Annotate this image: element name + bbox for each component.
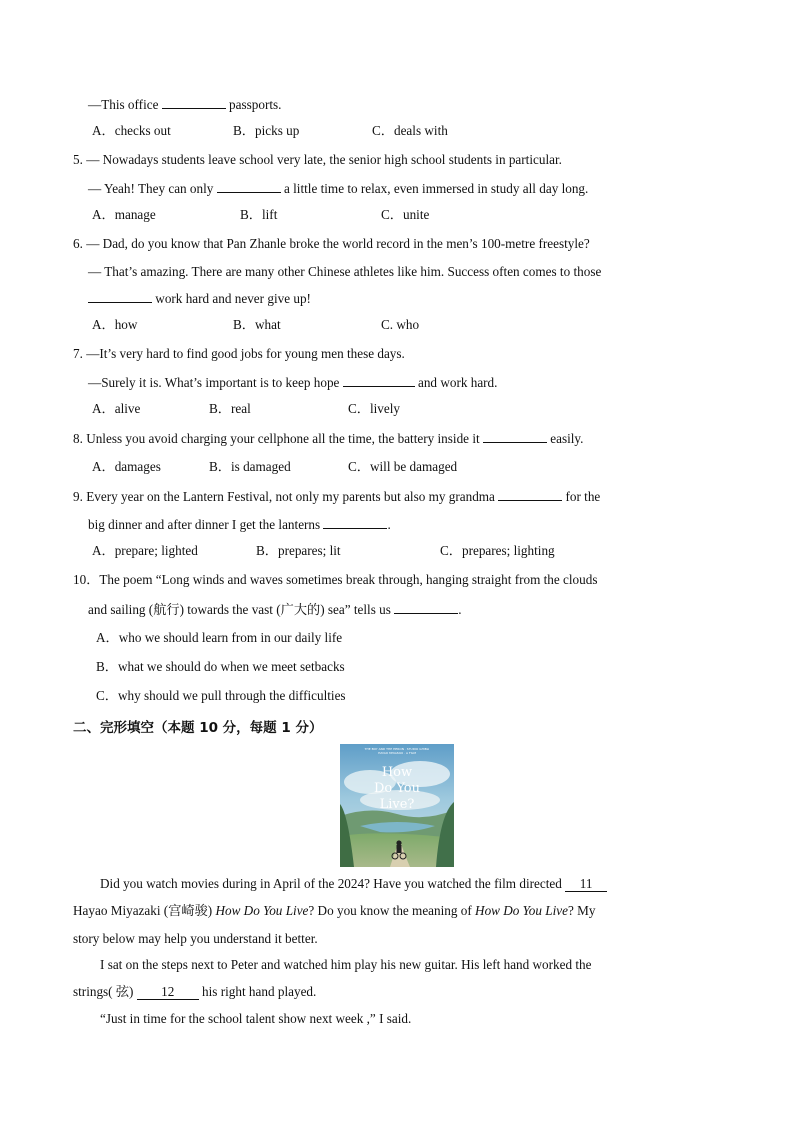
q6-option-b: B．what — [233, 317, 281, 332]
q5-option-c: C．unite — [381, 207, 430, 222]
poster-credit-line-1: THE BOY AND THE HERON · STUDIO GHIBLI — [364, 747, 430, 751]
q9-line1-end: for the — [562, 489, 601, 504]
q10-line2 — [88, 600, 461, 619]
q4-option-c: C．deals with — [372, 123, 448, 138]
movie-poster-image — [340, 744, 454, 867]
q5-option-b: B．lift — [240, 207, 278, 222]
poster-credit-line-2: HAYAO MIYAZAKI · A FILM — [378, 751, 416, 755]
q9-blank-2 — [323, 515, 387, 529]
q6-option-a: A．how — [92, 317, 138, 332]
film-title-1: How Do You Live — [215, 903, 309, 918]
q8-option-b: B．is damaged — [209, 459, 291, 474]
passage-p2-line2-text: strings( 弦) — [73, 984, 137, 999]
q9-line2 — [88, 515, 391, 534]
passage-p2-line1: I sat on the steps next to Peter and watched him play his new guitar. His left hand worked the — [100, 957, 592, 972]
q10-option-a: A．who we should learn from in our daily life — [96, 630, 343, 645]
passage-p1-line1-text: Did you watch movies during in April of the 2024? Have you watched the film directed — [100, 876, 566, 891]
blank-12: 12 — [137, 985, 199, 1000]
q4-blank — [162, 95, 226, 109]
q7-line2-end: and work hard. — [414, 375, 498, 390]
q8-line1-end: easily. — [546, 431, 584, 446]
section-heading: 二、完形填空（本题 10 分，每题 1 分） — [73, 720, 323, 736]
passage-p3-line1: “Just in time for the school talent show next week ,” I said. — [100, 1011, 412, 1026]
q6-line3-text: work hard and never give up! — [152, 291, 311, 306]
q9-blank-1 — [498, 487, 562, 501]
q6-line1: 6. — Dad, do you know that Pan Zhanle broke the world record in the men’s 100-metre freestyle? — [73, 236, 590, 251]
q5-blank — [217, 179, 281, 193]
q8-option-c: C．will be damaged — [348, 459, 458, 474]
q7-line2 — [88, 373, 497, 392]
q7-line1: 7. —It’s very hard to find good jobs for young men these days. — [73, 346, 405, 361]
q5-line1: 5. — Nowadays students leave school very late, the senior high school students in particular. — [73, 152, 562, 167]
q6-line3 — [88, 289, 311, 308]
q7-option-a: A．alive — [92, 401, 141, 416]
q10-line1: 10．The poem “Long winds and waves sometimes break through, hanging straight from the clouds — [73, 572, 598, 587]
passage-p1-line2-text: Hayao Miyazaki (宫崎骏) — [73, 903, 216, 918]
poster-title-line-1: How — [381, 765, 413, 780]
passage-p2-line2-end: his right hand played. — [198, 984, 317, 999]
q10-line2-text: and sailing (航行) towards the vast (广大的) sea” tells us — [88, 602, 395, 617]
passage-p1-line2-mid: ? Do you know the meaning of — [308, 903, 476, 918]
poster-title-line-3: Live? — [379, 797, 415, 812]
q5-option-a: A．manage — [92, 207, 156, 222]
passage-p1-line2 — [73, 902, 595, 920]
q7-blank — [343, 373, 415, 387]
q8-line1-text: 8. Unless you avoid charging your cellphone all the time, the battery inside it — [73, 431, 483, 446]
q4-stem — [88, 95, 281, 114]
q4-option-a: A．checks out — [92, 123, 171, 138]
passage-p1-line3: story below may help you understand it better. — [73, 931, 318, 946]
blank-11: 11 — [565, 877, 607, 892]
q10-option-b: B．what we should do when we meet setbacks — [96, 659, 345, 674]
q9-line1-text: 9. Every year on the Lantern Festival, not only my parents but also my grandma — [73, 489, 499, 504]
q4-stem-end: passports. — [225, 97, 282, 112]
q10-line2-end: . — [458, 602, 462, 617]
passage-p2-line2 — [73, 983, 316, 1001]
passage-p1-line2-end: ? My — [567, 903, 596, 918]
passage-p1-line1 — [100, 875, 607, 893]
q7-option-b: B．real — [209, 401, 251, 416]
q9-line1 — [73, 487, 600, 506]
q6-option-c: C. who — [381, 317, 420, 332]
q4-stem-text: —This office — [88, 97, 162, 112]
poster-title-line-2: Do You — [373, 781, 421, 796]
q9-line2-end: . — [387, 517, 391, 532]
q9-option-a: A．prepare; lighted — [92, 543, 198, 558]
q9-line2-text: big dinner and after dinner I get the lanterns — [88, 517, 324, 532]
q10-blank — [394, 600, 458, 614]
q6-blank — [88, 289, 152, 303]
q5-line2-text: — Yeah! They can only — [88, 181, 217, 196]
film-title-2: How Do You Live — [475, 903, 568, 918]
q10-option-c: C．why should we pull through the difficulties — [96, 688, 346, 703]
q9-option-b: B．prepares; lit — [256, 543, 341, 558]
q6-line2: — That’s amazing. There are many other Chinese athletes like him. Success often comes to those — [88, 264, 602, 279]
q8-option-a: A．damages — [92, 459, 161, 474]
q5-line2-end: a little time to relax, even immersed in study all day long. — [280, 181, 589, 196]
q5-line2 — [88, 179, 588, 198]
q9-option-c: C．prepares; lighting — [440, 543, 555, 558]
q4-option-b: B．picks up — [233, 123, 300, 138]
q8-line1 — [73, 429, 583, 448]
q8-blank — [483, 429, 547, 443]
q7-line2-text: —Surely it is. What’s important is to keep hope — [88, 375, 343, 390]
q7-option-c: C．lively — [348, 401, 401, 416]
